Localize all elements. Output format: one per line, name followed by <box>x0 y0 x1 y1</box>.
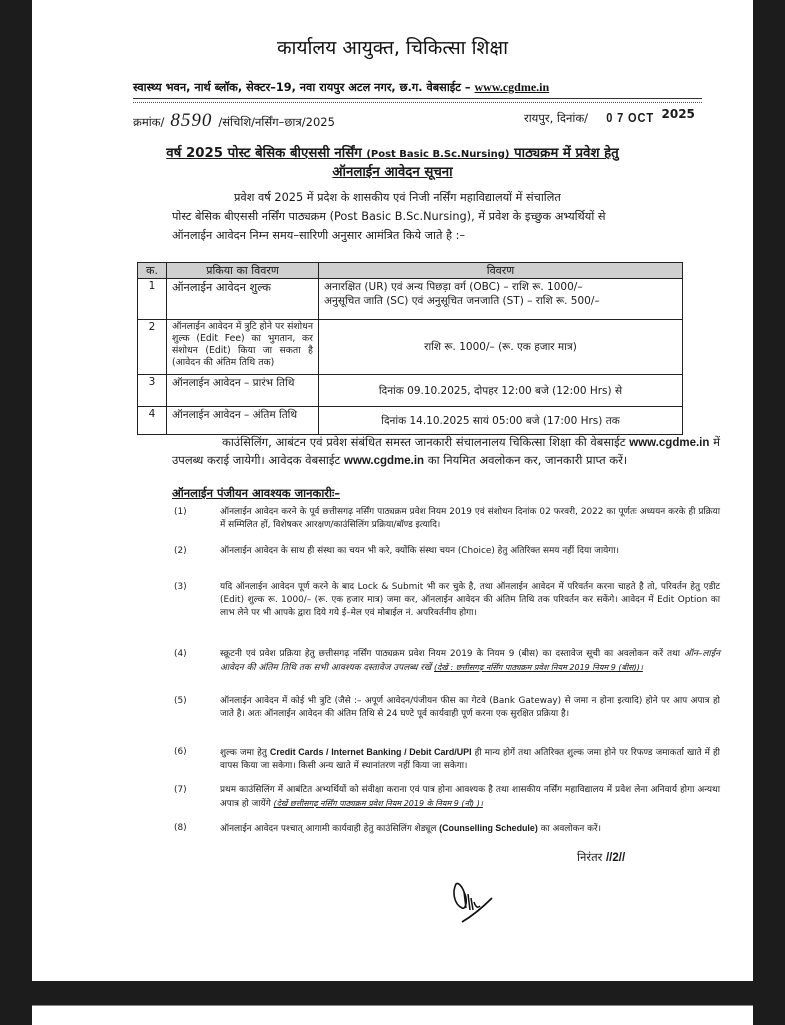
counselling-info <box>172 434 720 470</box>
row-detail <box>319 279 683 320</box>
item-text-b: ही मान्य होगें तथा अतिरिक्त शुल्क जमा होने पर रिफण्ड जमाकर्ता खाते में ही वापस किया जा सकेगा। किसी अन्य खाते में स्थानांतरण नहीं किया जा सकेगा। <box>220 748 720 771</box>
item-text-a: ऑनलाईन आवेदन पश्चात् आगामी कार्यवाही हेतु काउंसिलिंग शेड्यूल <box>220 824 437 834</box>
next-page-edge <box>32 1005 753 1025</box>
registration-heading: ऑनलाईन पंजीयन आवश्यक जानकारीः– <box>172 486 341 500</box>
intro-paragraph <box>172 188 720 245</box>
row-process: ऑनलाईन आवेदन में त्रुटि होने पर संशोधन शुल्क (Edit Fee) का भुगतान, कर संशोधन (Edit) किया जा सकता है (आवेदन की अंतिम तिथि तक) <box>167 320 319 375</box>
handwritten-number: 8590 <box>170 110 213 131</box>
heading-line-1-english: (Post Basic B.Sc.Nursing) <box>366 149 510 160</box>
item-text-a: शुल्क जमा हेतु <box>220 748 267 758</box>
row-number: 4 <box>138 407 167 435</box>
item-text-block <box>220 784 720 811</box>
schedule-table <box>137 262 683 435</box>
counselling-schedule: (Counselling Schedule) <box>439 823 538 833</box>
website-link[interactable]: www.cgdme.in <box>344 455 425 467</box>
item-text-block <box>220 746 720 773</box>
item-number: (8) <box>174 823 187 833</box>
intro-line-2: पोस्ट बेसिक बीएससी नर्सिंग पाठ्यक्रम (Post Basic B.Sc.Nursing), में प्रवेश के इच्छुक अभ्यर्थियों से <box>172 210 606 223</box>
table-header-row <box>138 263 683 279</box>
continuation-page: //2// <box>605 852 626 864</box>
document-page <box>32 0 753 981</box>
counselling-text-c: का नियमित अवलोकन कर, जानकारी प्राप्त करें। <box>427 453 628 467</box>
heading-line-2: ऑनलाईन आवेदन सूचना <box>332 165 453 180</box>
reference-suffix: /संचिशि/नर्सिंग–छात्र/2025 <box>218 115 335 129</box>
item-text-b: का अवलोकन करें। <box>540 824 601 834</box>
item-number: (6) <box>174 747 187 757</box>
address-text: स्वास्थ्य भवन, नार्थ ब्लॉक, सेक्टर–19, नवा रायपुर अटल नगर, छ.ग. वेबसाईट – <box>133 81 471 94</box>
place-date-label: रायपुर, दिनांक/ <box>524 111 589 125</box>
row-number: 3 <box>138 375 167 407</box>
item-text: यदि ऑनलाईन आवेदन पूर्ण करने के बाद Lock & Submit भी कर चुके है, तथा ऑनलाईन आवेदन में परिवर्तन करना चाहते है तो, परिवर्तन हेतु एडीट (Edit) शुल्क रू. 1000/– (रू. एक हजार मात्र) जमा कर, ऑनलाईन आवेदन की अंतिम तिथि तक परिवर्तन कर सकेंगे। आवेदन में Edit Option का लाभ लेने पर भी आपके द्वारा दिये गये ई–मेल एवं मोबाईल नं. अपरिवर्तनीय होगा। <box>220 582 720 618</box>
item-number: (7) <box>174 785 187 795</box>
heading-line-1-a: वर्ष 2025 पोस्ट बेसिक बीएससी नर्सिंग <box>166 146 362 161</box>
item-number: (5) <box>174 696 187 706</box>
heading-line-1 <box>32 145 753 164</box>
reference-prefix: क्रमांक/ <box>133 115 165 129</box>
place-date <box>524 107 695 126</box>
item-text: ऑनलाईन आवेदन करने के पूर्व छत्तीसगढ़ नर्सिंग पाठ्यक्रम प्रवेश नियम 2019 एवं संशोधन दिनांक 02 फरवरी, 2022 का पूर्णतः अध्ययन करके ही प्रक्रिया में सम्मिलित हों, विशेषकर आरक्षण/काउंसिलिंग प्रक्रिया/बॉण्ड इत्यादि। <box>220 507 720 530</box>
counselling-text-b: में उपलब्ध कराई जायेगी। आवेदक वेबसाईट <box>172 435 721 467</box>
item-emphasis: ऑन–लाईन आवेदन की अंतिम तिथि तक सभी आवश्यक दस्तावेज उपलब्ध रखें <box>220 649 720 673</box>
row-number: 1 <box>138 279 167 320</box>
row-process: ऑनलाईन आवेदन – प्रारंभ तिथि <box>167 375 319 407</box>
item-text: स्क्रूटनी एवं प्रवेश प्रक्रिया हेतु छत्तीसगढ़ नर्सिंग पाठ्यक्रम प्रवेश नियम 2019 के नियम 9 (बीस) का दस्तावेज सूची का अवलोकन करें तथा <box>220 649 681 659</box>
item-text-block <box>220 648 720 675</box>
header-detail: विवरण <box>319 263 683 279</box>
item-text-block <box>220 822 720 836</box>
row-detail: दिनांक 14.10.2025 सायं 05:00 बजे (17:00 Hrs) तक <box>319 407 683 435</box>
row-number: 2 <box>138 320 167 375</box>
intro-line-3: ऑनलाईन आवेदन निम्न समय–सारिणी अनुसार आमंत्रित किये जाते है :– <box>172 229 466 242</box>
office-title: कार्यालय आयुक्त, चिकित्सा शिक्षा <box>276 37 509 59</box>
continuation-label: निरंतर <box>577 850 603 864</box>
item-text: ऑनलाईन आवेदन के साथ ही संस्था का चयन भी करे, क्योंकि संस्था चयन (Choice) हेतु अतिरिक्त समय नहीं दिया जायेगा। <box>220 546 619 556</box>
item-number: (4) <box>174 649 187 659</box>
item-number: (2) <box>174 546 187 556</box>
header-serial: क. <box>138 263 167 279</box>
counselling-text-a: काउंसिलिंग, आबंटन एवं प्रवेश संबंधित समस्त जानकारी संचालनालय चिकित्सा शिक्षा की वेबसाईट <box>222 435 626 449</box>
notice-heading <box>32 145 753 182</box>
row-process: ऑनलाईन आवेदन – अंतिम तिथि <box>167 407 319 435</box>
office-address <box>133 80 703 95</box>
table-row <box>138 375 683 407</box>
letterhead-divider <box>133 98 702 103</box>
table-row <box>138 407 683 435</box>
row-process: ऑनलाईन आवेदन शुल्क <box>167 279 319 320</box>
date-stamp: 0 7 OCT <box>605 110 654 125</box>
continuation-marker <box>577 850 625 865</box>
item-text: ऑनलाईन आवेदन में कोई भी त्रुटि (जैसे :– अपूर्ण आवेदन/पंजीयन फीस का गेटवे (Bank Gateway) से जमा न होना इत्यादि) होने पर आप अपात्र हो जाते है। अतः ऑनलाईन आवेदन की अंतिम तिथि से 24 घण्टे पूर्व कार्यवाही पूर्ण करना एक सुरक्षित प्रक्रिया है। <box>220 696 720 719</box>
reference-number <box>133 110 335 132</box>
counselling-paragraph <box>172 434 720 470</box>
table-row <box>138 279 683 320</box>
row-detail: राशि रू. 1000/– (रू. एक हजार मात्र) <box>319 320 683 375</box>
date-stamp-year: 2025 <box>661 107 695 121</box>
intro-line-1: प्रवेश वर्ष 2025 में प्रदेश के शासकीय एवं निजी नर्सिंग महाविद्यालयों में संचालित <box>234 191 561 204</box>
item-reference: (देखें छत्तीसगढ़ नर्सिंग पाठ्यक्रम प्रवेश नियम 2019 के नियम 9 (नौ) )। <box>273 799 483 808</box>
item-number: (3) <box>174 582 187 592</box>
item-number: (1) <box>174 507 187 517</box>
signature-icon <box>450 878 498 926</box>
website-link[interactable]: www.cgdme.in <box>474 80 550 94</box>
payment-methods: Credit Cards / Internet Banking / Debit Card/UPI <box>269 747 472 757</box>
fee-sc-st: अनुसूचित जाति (SC) एवं अनुसूचित जनजाति (ST) – राशि रू. 500/– <box>324 295 600 307</box>
row-detail: दिनांक 09.10.2025, दोपहर 12:00 बजे (12:00 Hrs) से <box>319 375 683 407</box>
table-row <box>138 320 683 375</box>
heading-line-1-b: पाठ्यक्रम में प्रवेश हेतु <box>514 146 619 161</box>
website-link[interactable]: www.cgdme.in <box>629 437 710 449</box>
header-process: प्रकिया का विवरण <box>167 263 319 279</box>
fee-general: अनारक्षित (UR) एवं अन्य पिछड़ा वर्ग (OBC) – राशि रू. 1000/– <box>324 281 583 293</box>
item-reference: (देखें : छत्तीसगढ़ नर्सिंग पाठ्यक्रम प्रवेश नियम 2019 नियम 9 (बीस))। <box>434 663 643 672</box>
item-text: प्रथम काउंसिलिंग में आबंटित अभ्यर्थियों को संवीक्षा कराना एवं पात्र होना आवश्यक है तथा शासकीय नर्सिंग महाविद्यालय में प्रवेश लेना अनिवार्य होगा अन्यथा अपात्र हो जायेंगे <box>220 785 720 809</box>
